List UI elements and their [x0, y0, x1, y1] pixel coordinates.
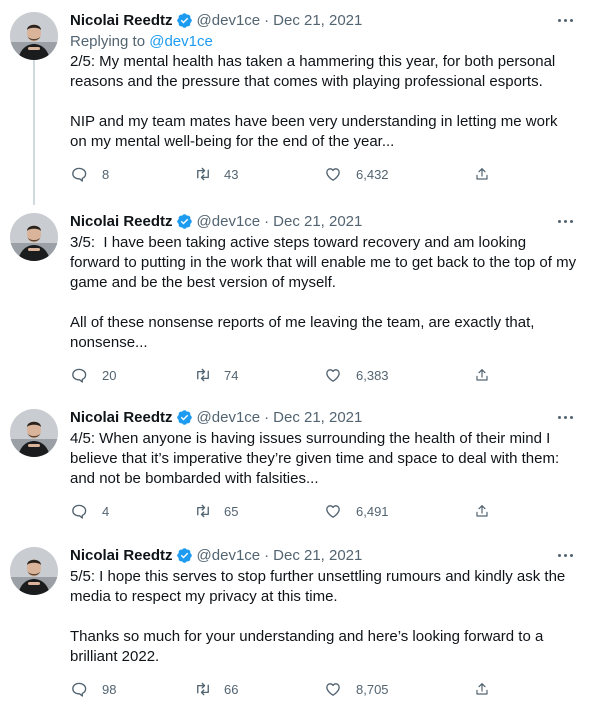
replying-to-label: Replying to: [70, 33, 146, 50]
tweet-text: 3/5: I have been taking active steps toward recovery and am looking forward to putting in the work that will enable me to get back to the top of my game and be the best version of myself. All of these nonsense reports of me leaving the team, are exactly that, nonsense...: [70, 234, 577, 351]
tweet-text: 4/5: When anyone is having issues surrounding the health of their mind I believe that it’s imperative they’re given time and space to deal with them: and not be bombarded with falsities...: [70, 430, 564, 487]
retweet-icon: [194, 366, 212, 384]
like-button[interactable]: [324, 501, 474, 521]
replying-to: [70, 32, 577, 52]
reply-count: 98: [102, 681, 117, 697]
tweet-header: [70, 405, 577, 429]
heart-icon: [324, 366, 342, 384]
retweet-icon: [194, 680, 212, 698]
reply-button[interactable]: [70, 365, 194, 385]
like-count: 8,705: [356, 681, 389, 697]
separator-dot: ·: [264, 408, 270, 426]
verified-badge-icon: [176, 547, 193, 564]
author-handle[interactable]: @dev1ce: [196, 212, 261, 230]
retweet-count: 74: [224, 367, 239, 383]
share-icon: [474, 165, 490, 183]
avatar[interactable]: [10, 213, 58, 261]
retweet-button[interactable]: [194, 679, 324, 699]
avatar[interactable]: [10, 409, 58, 457]
retweet-icon: [194, 165, 212, 183]
retweet-count: 65: [224, 503, 239, 519]
tweet-header: [70, 209, 577, 233]
verified-badge-icon: [176, 409, 193, 426]
like-count: 6,491: [356, 503, 389, 519]
author-handle[interactable]: @dev1ce: [196, 546, 261, 564]
more-icon[interactable]: [557, 12, 575, 28]
heart-icon: [324, 502, 342, 520]
author-name[interactable]: Nicolai Reedtz: [70, 11, 173, 29]
separator-dot: ·: [264, 546, 270, 564]
avatar[interactable]: [10, 12, 58, 60]
separator-dot: ·: [264, 11, 270, 29]
separator-dot: ·: [264, 212, 270, 230]
share-icon: [474, 502, 490, 520]
share-icon: [474, 680, 490, 698]
tweet-date[interactable]: Dec 21, 2021: [273, 11, 363, 29]
like-count: 6,383: [356, 367, 389, 383]
tweet-text: 5/5: I hope this serves to stop further unsettling rumours and kindly ask the media to respect my privacy at this time. Thanks so much for your understanding and here’s looking forward to a brilliant 2022.: [70, 568, 566, 665]
share-button[interactable]: [474, 365, 504, 385]
share-button[interactable]: [474, 164, 504, 184]
avatar[interactable]: [10, 547, 58, 595]
more-icon[interactable]: [557, 213, 575, 229]
retweet-button[interactable]: [194, 164, 324, 184]
reply-icon: [70, 165, 88, 183]
retweet-button[interactable]: [194, 365, 324, 385]
more-icon[interactable]: [557, 547, 575, 563]
like-count: 6,432: [356, 166, 389, 182]
tweet-actions: [70, 164, 577, 184]
tweet-text: 2/5: My mental health has taken a hammering this year, for both personal reasons and the pressure that comes with playing professional esports. NIP and my team mates have been very understanding in letting me work on my mental well-being for the end of the year...: [70, 53, 558, 150]
tweet-date[interactable]: Dec 21, 2021: [273, 212, 363, 230]
retweet-count: 43: [224, 166, 239, 182]
share-button[interactable]: [474, 679, 504, 699]
tweet-header: [70, 543, 577, 567]
reply-count: 8: [102, 166, 110, 182]
verified-badge-icon: [176, 213, 193, 230]
thread-connector-line: [33, 60, 35, 205]
share-icon: [474, 366, 490, 384]
reply-count: 20: [102, 367, 117, 383]
reply-icon: [70, 680, 88, 698]
replying-to-handle[interactable]: @dev1ce: [149, 33, 213, 50]
like-button[interactable]: [324, 164, 474, 184]
author-name[interactable]: Nicolai Reedtz: [70, 212, 173, 230]
retweet-button[interactable]: [194, 501, 324, 521]
tweet-actions: [70, 501, 577, 521]
reply-button[interactable]: [70, 164, 194, 184]
tweet-date[interactable]: Dec 21, 2021: [273, 546, 363, 564]
reply-count: 4: [102, 503, 110, 519]
author-handle[interactable]: @dev1ce: [196, 408, 261, 426]
retweet-icon: [194, 502, 212, 520]
share-button[interactable]: [474, 501, 504, 521]
author-handle[interactable]: @dev1ce: [196, 11, 261, 29]
reply-icon: [70, 502, 88, 520]
author-name[interactable]: Nicolai Reedtz: [70, 408, 173, 426]
like-button[interactable]: [324, 679, 474, 699]
heart-icon: [324, 680, 342, 698]
tweet-actions: [70, 365, 577, 385]
reply-icon: [70, 366, 88, 384]
retweet-count: 66: [224, 681, 239, 697]
like-button[interactable]: [324, 365, 474, 385]
tweet-header: [70, 8, 577, 32]
reply-button[interactable]: [70, 679, 194, 699]
tweet-date[interactable]: Dec 21, 2021: [273, 408, 363, 426]
tweet-actions: [70, 679, 577, 699]
heart-icon: [324, 165, 342, 183]
reply-button[interactable]: [70, 501, 194, 521]
verified-badge-icon: [176, 12, 193, 29]
more-icon[interactable]: [557, 409, 575, 425]
author-name[interactable]: Nicolai Reedtz: [70, 546, 173, 564]
